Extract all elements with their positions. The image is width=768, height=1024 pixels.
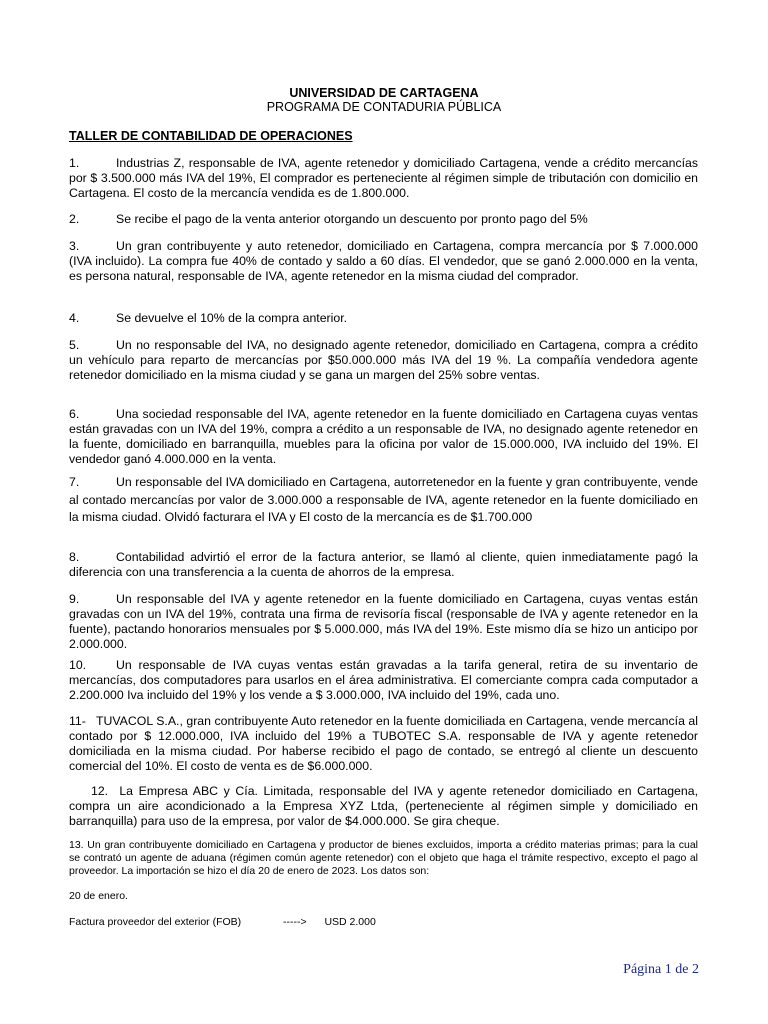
invoice-line bbox=[69, 916, 698, 929]
list-item bbox=[69, 239, 698, 284]
list-item bbox=[69, 311, 698, 326]
item-number: 13. bbox=[69, 839, 84, 851]
list-item bbox=[69, 474, 698, 527]
item-text: Un no responsable del IVA, no designado agente retenedor, domiciliado en Cartagena, compra a crédito un vehículo para reparto de mercancías por $50.000.000 más IVA del 19 %. La compañía vendedora agente retenedor domiciliado en la misma ciudad y se gana un margen del 25% sobre ventas. bbox=[69, 338, 698, 382]
item-number: 12. bbox=[91, 784, 109, 798]
list-item bbox=[69, 156, 698, 201]
page-number: Página 1 de 2 bbox=[623, 962, 699, 977]
date-line: 20 de enero. bbox=[69, 890, 128, 902]
item-text: Un responsable del IVA y agente retenedor en la fuente domiciliado en Cartagena, cuyas ventas están gravadas con un IVA del 19%, contrata una firma de revisoría fiscal (responsable de IVA y agente retenedor en la fuente), pactando honorarios mensuales por $ 5.000.000, más IVA del 19%. Este mismo día se hizo un anticipo por 2.000.000. bbox=[69, 592, 698, 651]
item-number: 5. bbox=[69, 338, 80, 352]
item-number: 8. bbox=[69, 550, 80, 564]
list-item bbox=[69, 338, 698, 383]
item-number: 7. bbox=[69, 475, 80, 489]
list-item bbox=[69, 714, 698, 774]
program-title: PROGRAMA DE CONTADURIA PÚBLICA bbox=[266, 100, 502, 114]
item-number: 10. bbox=[69, 658, 87, 672]
list-item bbox=[69, 592, 698, 652]
item-text: Un responsable de IVA cuyas ventas están gravadas a la tarifa general, retira de su inventario de mercancías, dos computadores para usarlos en el área administrativa. El comerciante compra cada computador a 2.200.000 Iva incluido del 19% y los vende a $ 3.000.000, IVA incluido del 19%, cada uno. bbox=[69, 658, 698, 702]
item-number: 2. bbox=[69, 212, 80, 226]
item-text: Se recibe el pago de la venta anterior otorgando un descuento por pronto pago del 5% bbox=[116, 212, 588, 226]
list-item bbox=[69, 839, 698, 878]
item-number: 9. bbox=[69, 592, 80, 606]
university-title: UNIVERSIDAD DE CARTAGENA bbox=[289, 86, 479, 100]
list-item bbox=[69, 784, 698, 829]
item-text: TUVACOL S.A., gran contribuyente Auto retenedor en la fuente domiciliada en Cartagena, vende mercancía al contado por $ 12.000.000, IVA incluido del 19% a TUBOTEC S.A. responsable de IVA y agente retenedor domiciliada en la misma ciudad. Por haberse recibido el pago de contado, se entregó al cliente un descuento comercial del 10%. El costo de venta es de $6.000.000. bbox=[69, 714, 698, 773]
list-item bbox=[69, 407, 698, 467]
list-item bbox=[69, 212, 698, 227]
item-text: Contabilidad advirtió el error de la factura anterior, se llamó al cliente, quien inmediatamente pagó la diferencia con una transferencia a la cuenta de ahorros de la empresa. bbox=[69, 550, 698, 579]
workshop-heading: TALLER DE CONTABILIDAD DE OPERACIONES bbox=[69, 129, 353, 143]
item-number: 11- bbox=[69, 714, 86, 728]
invoice-value: USD 2.000 bbox=[324, 916, 376, 928]
item-text: Se devuelve el 10% de la compra anterior. bbox=[116, 311, 348, 325]
item-text: La Empresa ABC y Cía. Limitada, responsable del IVA y agente retenedor domiciliado en Cartagena, compra un aire acondicionado a la Empresa XYZ Ltda, (perteneciente al régimen simple y domiciliado en barranquilla) para uso de la empresa, por valor de $4.000.000. Se gira cheque. bbox=[69, 784, 698, 828]
item-number: 3. bbox=[69, 239, 80, 253]
item-text: Industrias Z, responsable de IVA, agente retenedor y domiciliado Cartagena, vende a crédito mercancías por $ 3.500.000 más IVA del 19%, El comprador es perteneciente al régimen simple de tributación con domicilio en Cartagena. El costo de la mercancía vendida es de 1.800.000. bbox=[69, 156, 698, 200]
item-number: 1. bbox=[69, 156, 80, 170]
list-item bbox=[69, 658, 698, 703]
invoice-label: Factura proveedor del exterior (FOB) bbox=[69, 916, 242, 928]
list-item bbox=[69, 550, 698, 580]
item-text: Un gran contribuyente y auto retenedor, domiciliado en Cartagena, compra mercancía por $ 7.000.000 (IVA incluido). La compra fue 40% de contado y saldo a 60 días. El vendedor, que se ganó 2.000.000 en la venta, es persona natural, responsable de IVA, agente retenedor en la misma ciudad del comprador. bbox=[69, 239, 698, 283]
item-number: 6. bbox=[69, 407, 80, 421]
item-text: Un responsable del IVA domiciliado en Cartagena, autorretenedor en la fuente y gran contribuyente, vende al contado mercancías por valor de 3.000.000 a responsable de IVA, agente retenedor en la fuente domiciliado en la misma ciudad. Olvidó facturara el IVA y El costo de la mercancía es de $1.700.000 bbox=[69, 475, 698, 524]
arrow-glyph: -----> bbox=[283, 916, 307, 928]
item-number: 4. bbox=[69, 311, 80, 325]
item-text: Un gran contribuyente domiciliado en Cartagena y productor de bienes excluidos, importa a crédito materias primas; para la cual se contrató un agente de aduana (régimen común agente retenedor) con el objeto que haga el trámite respectivo, excepto el pago al proveedor. La importación se hizo el día 20 de enero de 2023. Los datos son: bbox=[69, 839, 699, 877]
item-text: Una sociedad responsable del IVA, agente retenedor en la fuente domiciliado en Cartagena cuyas ventas están gravadas con un IVA del 19%, compra a crédito a un responsable de IVA, no designado agente retenedor en la fuente, domiciliado en barranquilla, muebles para la oficina por valor de 15.000.000, IVA incluido del 19%. El vendedor ganó 4.000.000 en la venta. bbox=[69, 407, 698, 466]
